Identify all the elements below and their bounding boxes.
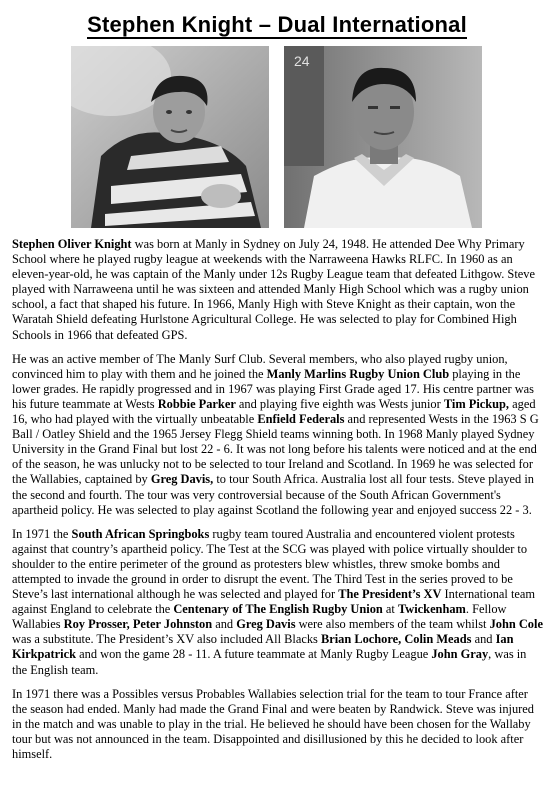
text-run: In 1971 the	[12, 526, 72, 541]
text-run: He was an active member of The Manly Surf Club. Several members, who also played rugby union, convinced him to play with them and he joined the	[12, 351, 508, 381]
paragraph-2	[12, 352, 544, 518]
portrait-photo-image	[284, 46, 482, 228]
text-run: were also members of the team whilst	[295, 617, 490, 632]
paragraph-3	[12, 527, 544, 678]
bold-text-run: Manly Marlins Rugby Union Club	[266, 366, 450, 381]
text-run: and	[471, 632, 496, 647]
text-run: and won the game 28 - 11. A future teammate at Manly Rugby League	[76, 647, 432, 662]
bold-text-run: Enfield Federals	[257, 412, 345, 427]
bold-text-run: Greg Davis,	[150, 472, 214, 487]
text-run: rugby team toured Australia and encountered violent protests against that country’s apartheid policy. The Test at the SCG was played with police virtually shoulder to shoulder to the entire perimeter of the ground as protesters blew whistles, threw smoke bombs and attempted to invade the ground in order to disrupt the event. The Third Test in the series proved to be Steve’s last international although he was selected and played for	[12, 526, 528, 602]
bold-text-run: Centenary of The English Rugby Union	[173, 602, 383, 617]
text-run: at	[382, 602, 398, 617]
bold-text-run: Roy Prosser, Peter Johnston	[63, 617, 213, 632]
text-run: In 1971 there was a Possibles versus Probables Wallabies selection trial for the team to tour France after the season had ended. Manly had made the Grand Final and were beaten by Randwick. Steve was injured in the match and was unable to play in the trial. He believed he should have been chosen for the Wallaby tour but was not announced in the team. Disappointed and disillusioned by this he decided to look after himself.	[12, 686, 534, 761]
text-run: playing in the lower grades. He rapidly progressed and in 1967 was playing First Grade aged 17. His centre partner was his future teammate at Wests	[12, 366, 534, 411]
text-run: and represented Wests in the 1963 S G Ball / Oatley Shield and the 1965 Jersey Flegg Shield teams winning both. In 1968 Manly played Sydney University in the Grand Final but lost 22 - 6. It was not long before his talents were noticed and at the end of the season, he was unlucky not to be selected to tour Ireland and Scotland. In 1969 he was selected for the Wallabies, captained by	[12, 412, 539, 487]
text-run: to tour South Africa. Australia lost all four tests. Steve played in the second and fourth. The tour was very controversial because of the South African Government's apartheid policy. He was selected to play against Scotland the following year and enjoyed success 22 - 3.	[12, 472, 534, 517]
title-text: Stephen Knight – Dual International	[87, 12, 467, 37]
bold-text-run: Robbie Parker	[157, 396, 236, 411]
rugby-league-player-photo	[71, 46, 269, 228]
svg-text:24: 24	[294, 53, 310, 69]
bold-text-run: South African Springboks	[71, 526, 210, 541]
bold-text-run: John Cole	[489, 617, 543, 632]
bold-text-run: Stephen Oliver Knight	[12, 237, 132, 251]
bold-text-run: The President’s XV	[338, 587, 442, 602]
text-run: , was in the English team.	[12, 647, 527, 677]
player-photo-image	[71, 46, 269, 228]
article-body	[12, 237, 544, 771]
text-run: International team against England to celebrate the	[12, 587, 536, 617]
bold-text-run: John Gray	[431, 647, 489, 662]
text-run: was a substitute. The President’s XV also included All Blacks	[12, 632, 321, 647]
bold-text-run: Brian Lochore, Colin Meads	[320, 632, 472, 647]
bold-text-run: Greg Davis	[236, 617, 296, 632]
bold-text-run: Twickenham	[397, 602, 466, 617]
paragraph-4	[12, 687, 544, 762]
page-title	[0, 12, 554, 38]
paragraph-1	[12, 237, 544, 343]
portrait-photo	[284, 46, 482, 228]
text-run: and	[212, 617, 237, 632]
bold-text-run: Ian Kirkpatrick	[12, 632, 514, 662]
text-run: aged 16, who had played with the virtually unbeatable	[12, 396, 536, 427]
bold-text-run: Tim Pickup,	[443, 396, 510, 411]
text-run: . Fellow Wallabies	[12, 602, 507, 632]
text-run: and playing five eighth was Wests junior	[235, 396, 444, 411]
text-run: was born at Manly in Sydney on July 24, 1948. He attended Dee Why Primary School where he played rugby league at weekends with the Narraweena Hawks RLFC. In 1960 as an eleven-year-old, he was captain of the Manly under 12s Rugby League team that defeated Lithgow. Steve played with Narraweena until he was sixteen and attended Manly High School which was a rugby union school, a fact that shaped his future. In 1966, Manly High with Steve Knight as their captain, won the Waratah Shield defeating Hurlstone Agricultural College. He was selected to play for Combined High Schools in 1966 that defeated GPS.	[12, 237, 535, 342]
